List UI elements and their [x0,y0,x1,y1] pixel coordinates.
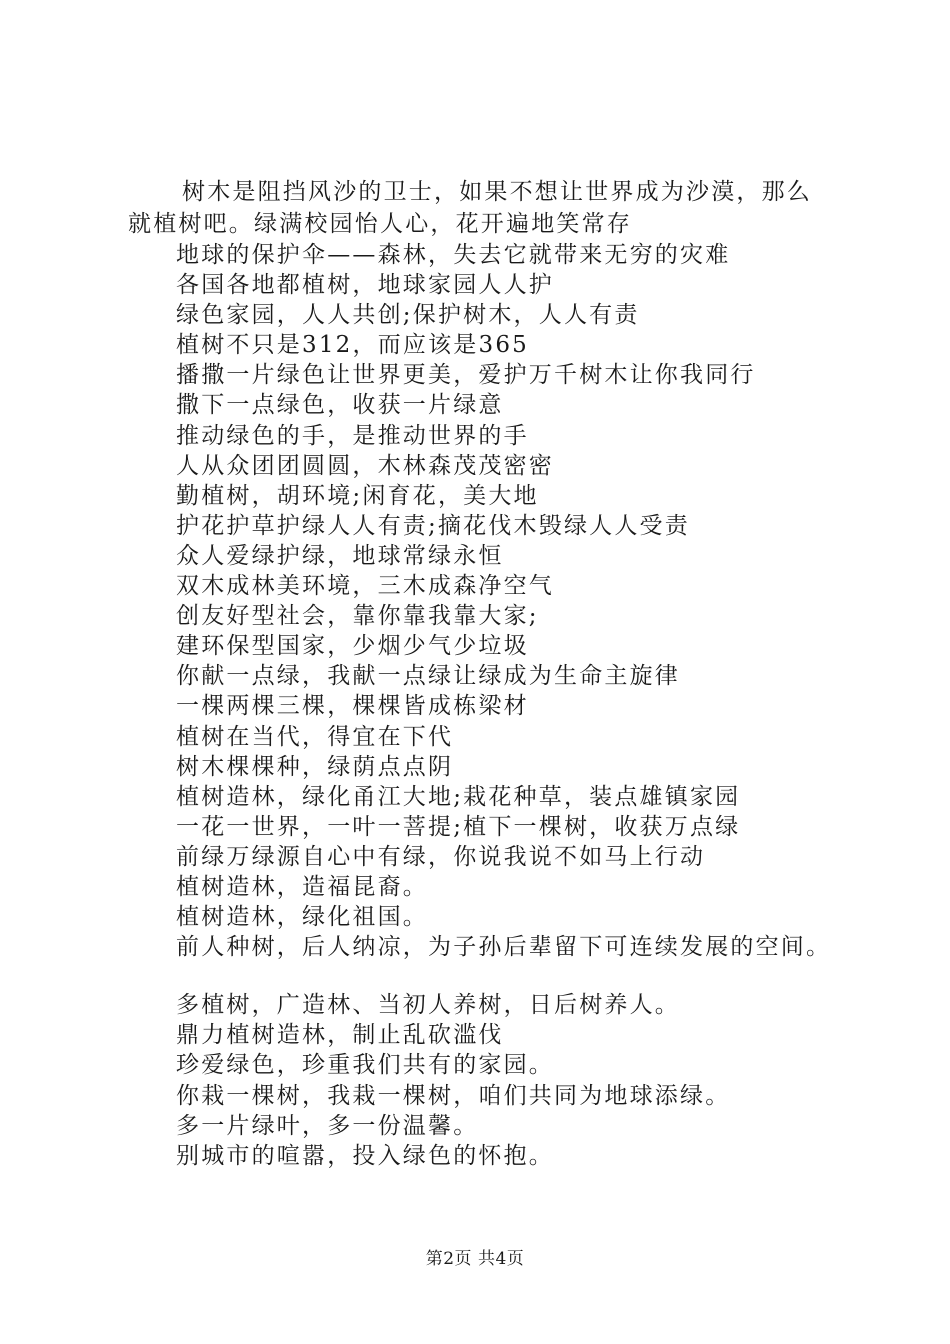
slogan-line: 各国各地都植树，地球家园人人护 [176,272,554,299]
document-body [128,176,848,1171]
slogan-line: 一花一世界，一叶一菩提;植下一棵树，收获万点绿 [176,813,741,840]
slogan-line: 撒下一点绿色，收获一片绿意 [176,392,504,419]
slogan-line: 前绿万绿源自心中有绿，你说我说不如马上行动 [176,843,706,870]
slogan-line: 播撒一片绿色让世界更美，爱护万千树木让你我同行 [176,362,756,389]
slogan-line: 植树不只是312，而应该是365 [176,332,529,359]
intro-paragraph [128,176,848,240]
slogan-line: 植树造林，绿化甬江大地;栽花种草，装点雄镇家园 [176,783,741,810]
slogan-line: 勤植树，胡环境;闲育花，美大地 [176,482,539,509]
slogan-line: 双木成林美环境，三木成森净空气 [176,573,554,600]
slogan-line: 众人爱绿护绿，地球常绿永恒 [176,542,504,569]
paragraph-line: 树木是阻挡风沙的卫士，如果不想让世界成为沙漠，那么 [182,179,812,205]
slogan-line: 多植树，广造林、当初人养树，日后树养人。 [176,992,680,1019]
slogan-line: 一棵两棵三棵，棵棵皆成栋梁材 [176,693,529,720]
slogan-line: 树木棵棵种，绿荫点点阴 [176,753,454,780]
slogan-line: 珍爱绿色，珍重我们共有的家园。 [176,1052,554,1079]
slogan-line: 你栽一棵树，我栽一棵树，咱们共同为地球添绿。 [176,1082,731,1109]
slogan-line: 护花护草护绿人人有责;摘花伐木毁绿人人受责 [176,512,690,539]
slogan-line: 建环保型国家，少烟少气少垃圾 [176,633,529,660]
slogan-line: 你献一点绿，我献一点绿让绿成为生命主旋律 [176,663,680,690]
slogan-line: 绿色家园，人人共创;保护树木，人人有责 [176,302,640,329]
slogan-line: 创友好型社会，靠你靠我靠大家; [176,603,539,630]
slogan-line: 植树在当代，得宜在下代 [176,723,454,750]
slogan-line: 推动绿色的手，是推动世界的手 [176,422,529,449]
paragraph-line: 就植树吧。绿满校园怡人心，花开遍地笑常存 [128,211,632,237]
slogan-line: 别城市的喧嚣，投入绿色的怀抱。 [176,1142,554,1169]
slogan-line: 人从众团团圆圆，木林森茂茂密密 [176,452,554,479]
slogan-line: 多一片绿叶，多一份温馨。 [176,1112,479,1139]
slogan-line: 鼎力植树造林，制止乱砍滥伐 [176,1022,504,1049]
page-number-footer: 第2页 共4页 [425,1249,525,1269]
slogan-line: 植树造林，绿化祖国。 [176,904,428,931]
slogan-line: 植树造林，造福昆裔。 [176,873,428,900]
slogan-line: 地球的保护伞——森林，失去它就带来无穷的灾难 [176,242,731,268]
blank-line [128,962,848,990]
slogan-line: 前人种树，后人纳凉，为子孙后辈留下可连续发展的空间。 [176,934,832,961]
